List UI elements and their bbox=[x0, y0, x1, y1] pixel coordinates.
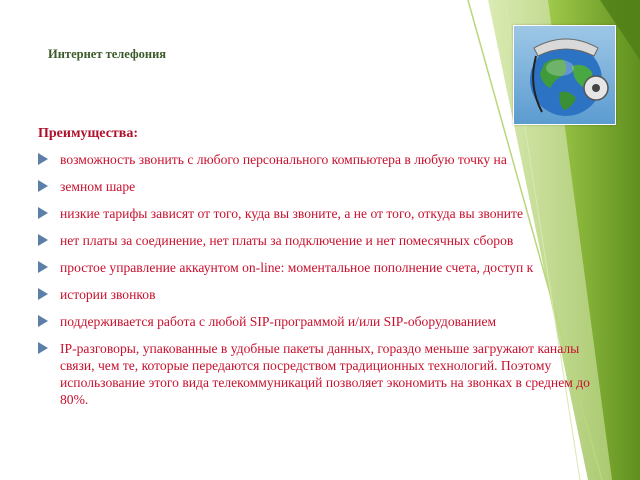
list-item-text: нет платы за соединение, нет платы за подключение и нет помесячных сборов bbox=[60, 233, 514, 248]
list-item-text: IP-разговоры, упакованные в удобные пакеты данных, гораздо меньше загружают каналы связи, чем те, которые передаются посредством традиционных технологий. Поэтому использование этого вида телекоммуникаций позволяет экономить на звонках в среднем до 80%. bbox=[60, 341, 590, 407]
list-item bbox=[38, 340, 608, 408]
list-item bbox=[38, 232, 608, 249]
advantages-list bbox=[38, 151, 608, 408]
list-item-text: низкие тарифы зависят от того, куда вы звоните, а не от того, откуда вы звоните bbox=[60, 206, 524, 221]
arrowhead-bullet-icon bbox=[38, 234, 48, 246]
arrowhead-bullet-icon bbox=[38, 315, 48, 327]
arrowhead-bullet-icon bbox=[38, 288, 48, 300]
list-item bbox=[38, 178, 608, 195]
list-item bbox=[38, 313, 608, 330]
list-item bbox=[38, 151, 608, 168]
list-item bbox=[38, 205, 608, 222]
slide-title: Интернет телефония bbox=[48, 47, 167, 61]
globe-telephone-icon bbox=[513, 25, 616, 125]
slide-content bbox=[38, 126, 608, 418]
list-item bbox=[38, 286, 608, 303]
arrowhead-bullet-icon bbox=[38, 207, 48, 219]
list-item bbox=[38, 259, 608, 276]
arrowhead-bullet-icon bbox=[38, 342, 48, 354]
list-item-text: возможность звонить с любого персонального компьютера в любую точку на bbox=[60, 152, 507, 167]
arrowhead-bullet-icon bbox=[38, 261, 48, 273]
advantages-heading: Преимущества: bbox=[38, 126, 139, 141]
list-item-text: истории звонков bbox=[60, 287, 156, 302]
list-item-text: земном шаре bbox=[60, 179, 136, 194]
list-item-text: поддерживается работа с любой SIP-программой и/или SIP-оборудованием bbox=[60, 314, 497, 329]
list-item-text: простое управление аккаунтом on-line: моментальное пополнение счета, доступ к bbox=[60, 260, 534, 275]
arrowhead-bullet-icon bbox=[38, 153, 48, 165]
arrowhead-bullet-icon bbox=[38, 180, 48, 192]
